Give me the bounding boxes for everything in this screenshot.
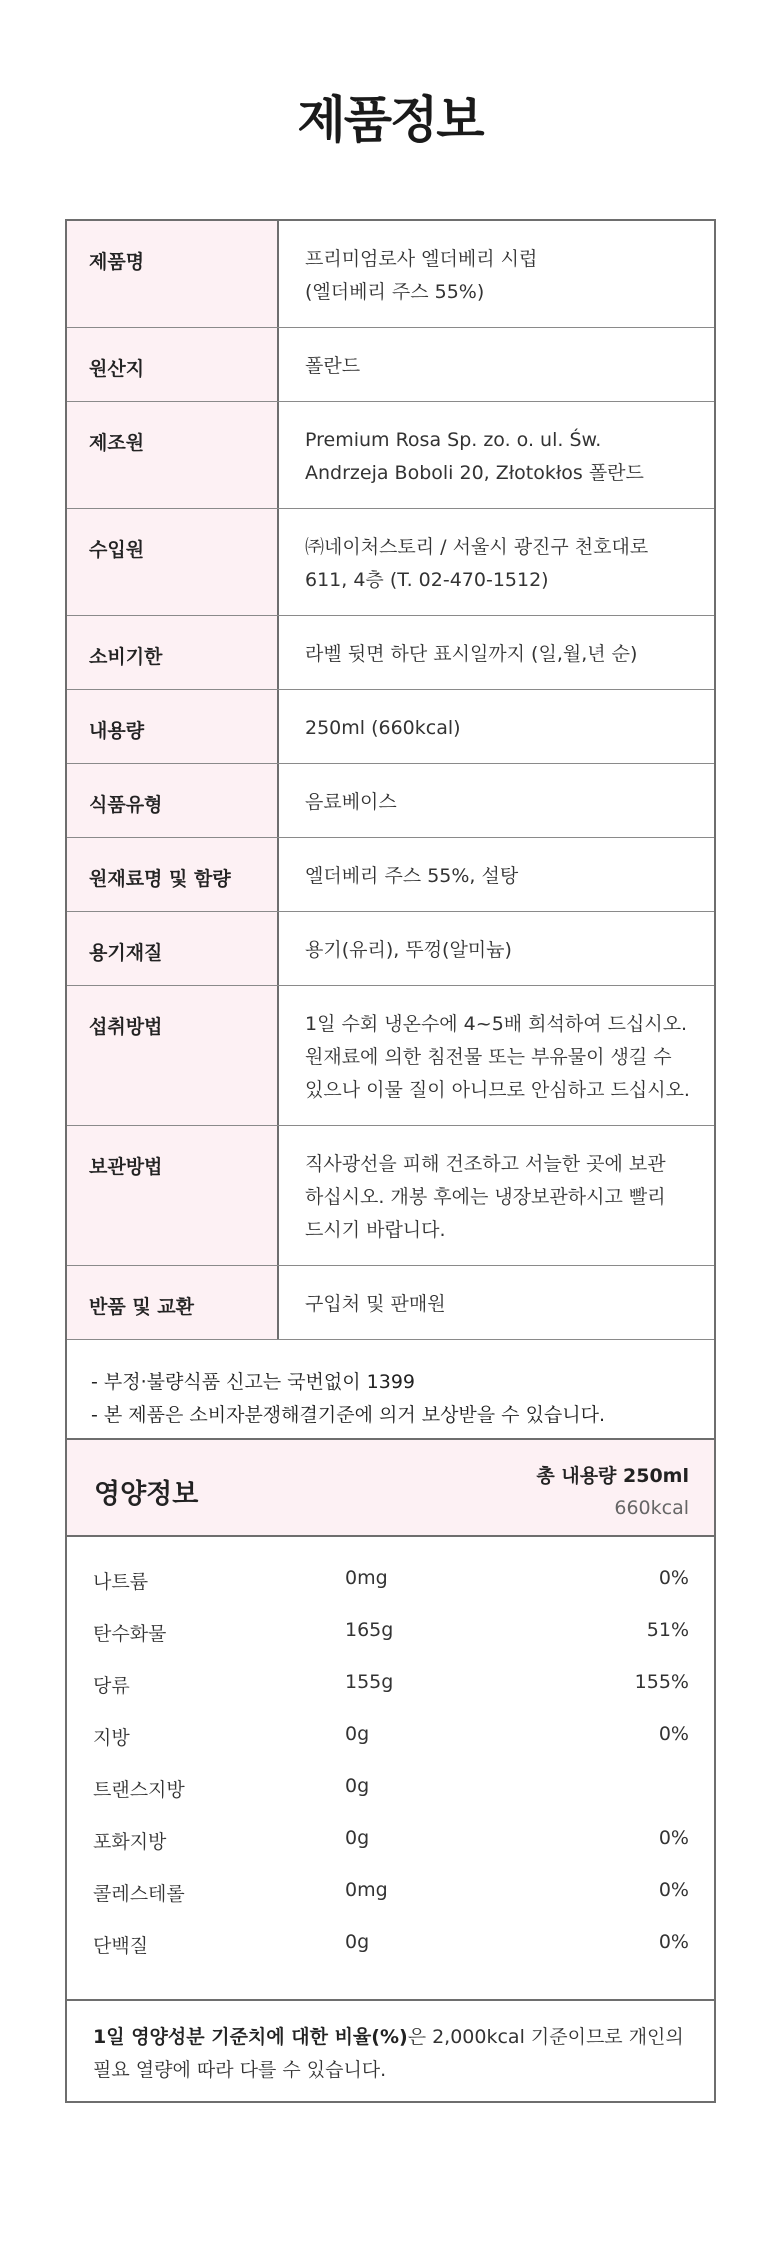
info-value-line: 611, 4층 (T. 02-470-1512) [305,569,549,591]
info-row-value [279,328,714,401]
info-row-value [279,221,714,327]
info-row-label: 보관방법 [67,1126,279,1265]
info-row-value [279,690,714,763]
info-value-line: Andrzeja Boboli 20, Złotokłos 폴란드 [305,462,644,484]
info-row-value [279,912,714,985]
nutrition-list [67,1537,714,1999]
info-row-label: 섭취방법 [67,986,279,1125]
info-row-value [279,1126,714,1265]
info-value-line: Premium Rosa Sp. zo. o. ul. Św. [305,429,602,451]
nutrient-percent: 0% [658,1567,689,1589]
info-value-line: 구입처 및 판매원 [305,1293,446,1315]
info-row [67,986,714,1126]
note-compensation: - 본 제품은 소비자분쟁해결기준에 의거 보상받을 수 있습니다. [91,1404,606,1426]
product-info-table [65,219,716,1464]
info-row [67,328,714,402]
info-row-label: 식품유형 [67,764,279,837]
info-row-label: 원산지 [67,328,279,401]
nutrient-amount: 0g [345,1723,370,1745]
info-row-value [279,986,714,1125]
info-value-line: 드시기 바랍니다. [305,1219,446,1241]
info-row [67,912,714,986]
info-row-value [279,402,714,508]
info-value-line: ㈜네이처스토리 / 서울시 광진구 천호대로 [305,536,649,558]
nutrition-row [67,1919,714,1971]
info-row-label: 소비기한 [67,616,279,689]
nutrient-amount: 0g [345,1775,370,1797]
nutrient-name: 지방 [93,1727,130,1749]
info-row [67,402,714,509]
nutrient-amount: 0g [345,1931,370,1953]
info-value-line: 엘더베리 주스 55%, 설탕 [305,865,519,887]
nutrient-amount: 0mg [345,1567,388,1589]
info-row [67,764,714,838]
footnote-line-2: 필요 열량에 따라 다를 수 있습니다. [93,2059,387,2081]
nutrition-row [67,1659,714,1711]
nutrition-title: 영양정보 [94,1479,199,1510]
nutrient-percent: 51% [646,1619,689,1641]
info-value-line: 원재료에 의한 침전물 또는 부유물이 생길 수 [305,1046,672,1068]
nutrient-percent: 155% [634,1671,689,1693]
nutrient-name: 트랜스지방 [93,1779,185,1801]
info-row-label: 원재료명 및 함량 [67,838,279,911]
nutrition-row [67,1607,714,1659]
nutrition-header [67,1440,714,1537]
info-row-value [279,838,714,911]
total-volume: 총 내용량 250ml [536,1465,689,1487]
total-calories: 660kcal [614,1497,689,1519]
info-row [67,1266,714,1340]
info-row [67,1126,714,1266]
info-value-line: 직사광선을 피해 건조하고 서늘한 곳에 보관 [305,1153,666,1175]
nutrient-name: 콜레스테롤 [93,1883,185,1905]
info-value-line: 250ml (660kcal) [305,717,461,739]
info-row-value [279,1266,714,1339]
nutrient-amount: 165g [345,1619,394,1641]
info-row [67,221,714,328]
nutrition-facts [65,1438,716,2103]
nutrient-name: 탄수화물 [93,1623,167,1645]
info-row-label: 수입원 [67,509,279,615]
nutrition-row [67,1555,714,1607]
info-row-value [279,764,714,837]
info-row-label: 내용량 [67,690,279,763]
nutrient-name: 나트륨 [93,1571,149,1593]
nutrition-row [67,1711,714,1763]
note-report: - 부정·불량식품 신고는 국번없이 1399 [91,1371,416,1393]
nutrition-row [67,1763,714,1815]
nutrition-total [536,1460,689,1524]
nutrient-percent: 0% [658,1827,689,1849]
info-value-line: 하십시오. 개봉 후에는 냉장보관하시고 빨리 [305,1186,666,1208]
info-value-line: (엘더베리 주스 55%) [305,281,485,303]
info-row-value [279,509,714,615]
info-row-label: 제조원 [67,402,279,508]
info-value-line: 음료베이스 [305,791,397,813]
nutrient-amount: 155g [345,1671,394,1693]
nutrient-amount: 0mg [345,1879,388,1901]
nutrient-amount: 0g [345,1827,370,1849]
info-row-label: 용기재질 [67,912,279,985]
info-value-line: 용기(유리), 뚜껑(알미늄) [305,939,512,961]
nutrition-row [67,1867,714,1919]
info-value-line: 있으나 이물 질이 아니므로 안심하고 드십시오. [305,1079,690,1101]
footnote-bold: 1일 영양성분 기준치에 대한 비율(%) [93,2026,408,2048]
product-info-rows [67,221,714,1340]
nutrient-percent: 0% [658,1879,689,1901]
nutrition-row [67,1815,714,1867]
page-title: 제품정보 [297,91,483,149]
nutrient-percent: 0% [658,1931,689,1953]
info-row-value [279,616,714,689]
info-row [67,509,714,616]
info-row [67,690,714,764]
info-value-line: 라벨 뒷면 하단 표시일까지 (일,월,년 순) [305,643,638,665]
footnote-rest: 은 2,000kcal 기준이므로 개인의 [407,2026,684,2048]
info-value-line: 1일 수회 냉온수에 4~5배 희석하여 드십시오. [305,1013,688,1035]
info-row-label: 제품명 [67,221,279,327]
nutrient-name: 단백질 [93,1935,149,1957]
info-row [67,616,714,690]
info-row-label: 반품 및 교환 [67,1266,279,1339]
info-row [67,838,714,912]
info-value-line: 프리미엄로사 엘더베리 시럽 [305,248,538,270]
nutrient-percent: 0% [658,1723,689,1745]
info-value-line: 폴란드 [305,355,361,377]
nutrition-footnote [67,1999,714,2087]
nutrient-name: 당류 [93,1675,130,1697]
nutrient-name: 포화지방 [93,1831,167,1853]
